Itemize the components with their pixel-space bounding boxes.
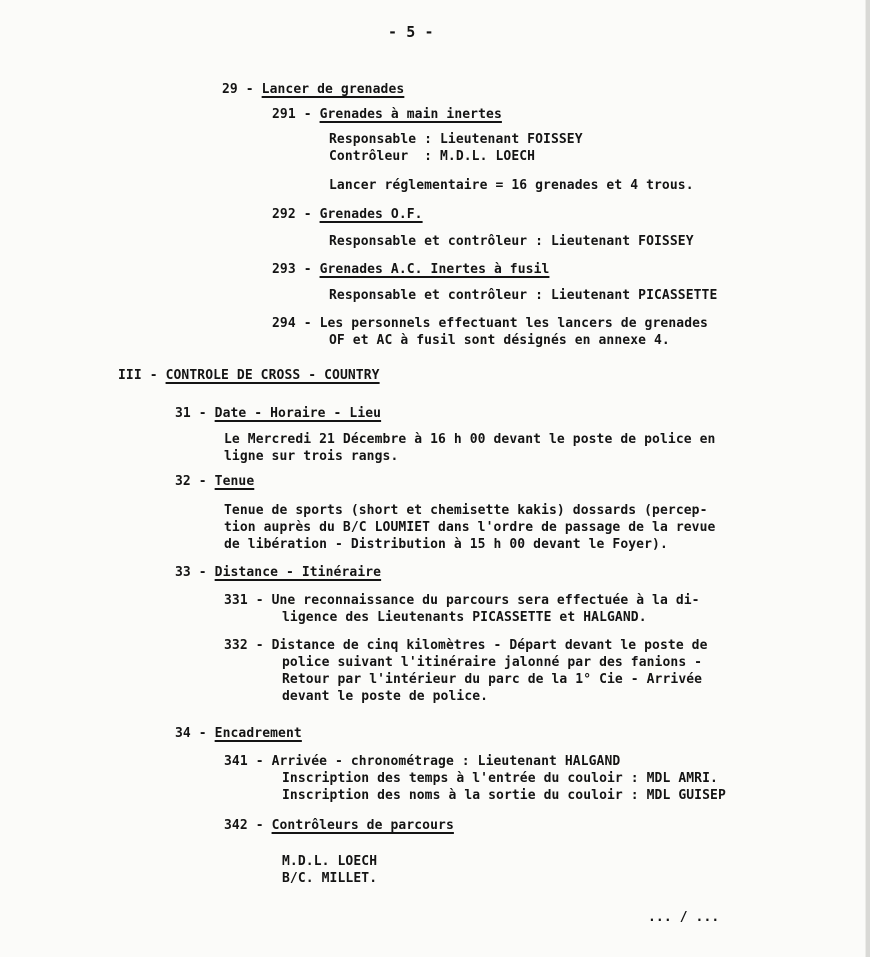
section-number: 293 -	[272, 262, 320, 277]
page-edge	[866, 0, 870, 957]
section-31-heading	[175, 406, 381, 422]
text-line: Contrôleur : M.D.L. LOECH	[329, 149, 536, 164]
section-title: Tenue	[214, 474, 255, 489]
section-292-heading	[272, 207, 423, 223]
text-line: ligne sur trois rangs.	[224, 449, 399, 464]
section-293-heading	[272, 262, 549, 278]
text-line: Retour par l'intérieur du parc de la 1° Cie - Arrivée	[282, 672, 703, 687]
text-line: tion auprès du B/C LOUMIET dans l'ordre de passage de la revue	[224, 520, 716, 535]
section-29-heading	[222, 82, 404, 98]
text-line: de libération - Distribution à 15 h 00 devant le Foyer).	[224, 537, 668, 552]
text-line: police suivant l'itinéraire jalonné par des fanions -	[282, 655, 703, 670]
section-title: CONTROLE DE CROSS - COUNTRY	[165, 368, 380, 383]
text-line: OF et AC à fusil sont désignés en annexe 4.	[329, 333, 670, 348]
section-341-heading	[224, 754, 620, 770]
section-294-heading	[272, 316, 708, 332]
section-331-heading	[224, 593, 700, 609]
page-edge-line	[865, 0, 866, 957]
section-32-heading	[175, 474, 254, 490]
section-title: Date - Horaire - Lieu	[214, 406, 382, 421]
text-line: M.D.L. LOECH	[282, 854, 378, 869]
section-342-heading	[224, 818, 454, 834]
section-number: 31 -	[175, 406, 215, 421]
text-line: Une reconnaissance du parcours sera effectuée à la di-	[271, 593, 700, 608]
text-line: Responsable et contrôleur : Lieutenant PICASSETTE	[329, 288, 718, 303]
section-number: 33 -	[175, 565, 215, 580]
section-number: 332 -	[224, 638, 272, 653]
section-number: 29 -	[222, 82, 262, 97]
section-number: 294 -	[272, 316, 320, 331]
section-332-heading	[224, 638, 708, 654]
text-line: Distance de cinq kilomètres - Départ devant le poste de	[271, 638, 708, 653]
section-title: Contrôleurs de parcours	[271, 818, 454, 833]
text-line: ligence des Lieutenants PICASSETTE et HALGAND.	[282, 610, 647, 625]
page-number: - 5 -	[388, 23, 434, 41]
section-title: Distance - Itinéraire	[214, 565, 382, 580]
text-line: Lancer réglementaire = 16 grenades et 4 trous.	[329, 178, 694, 193]
text-line: Inscription des noms à la sortie du couloir : MDL GUISEP	[282, 788, 726, 803]
text-line: B/C. MILLET.	[282, 871, 378, 886]
text-line: Arrivée - chronométrage : Lieutenant HALGAND	[271, 754, 621, 769]
text-line: Le Mercredi 21 Décembre à 16 h 00 devant le poste de police en	[224, 432, 716, 447]
section-33-heading	[175, 565, 381, 581]
continuation-mark: ... / ...	[648, 910, 720, 925]
section-number: 341 -	[224, 754, 272, 769]
section-291-heading	[272, 107, 502, 123]
text-line: Inscription des temps à l'entrée du couloir : MDL AMRI.	[282, 771, 718, 786]
text-line: Responsable et contrôleur : Lieutenant FOISSEY	[329, 234, 694, 249]
section-title: Lancer de grenades	[261, 82, 405, 97]
text-line: Responsable : Lieutenant FOISSEY	[329, 132, 583, 147]
section-III-heading	[118, 368, 380, 384]
section-title: Encadrement	[214, 726, 302, 741]
section-title: Grenades à main inertes	[319, 107, 502, 122]
text-line: devant le poste de police.	[282, 689, 489, 704]
section-number: 331 -	[224, 593, 272, 608]
section-number: 34 -	[175, 726, 215, 741]
section-number: 291 -	[272, 107, 320, 122]
section-number: 292 -	[272, 207, 320, 222]
section-34-heading	[175, 726, 302, 742]
section-title: Grenades O.F.	[319, 207, 423, 222]
section-number: III -	[118, 368, 166, 383]
text-line: Les personnels effectuant les lancers de grenades	[319, 316, 708, 331]
section-title: Grenades A.C. Inertes à fusil	[319, 262, 550, 277]
section-number: 32 -	[175, 474, 215, 489]
text-line: Tenue de sports (short et chemisette kakis) dossards (percep-	[224, 503, 708, 518]
section-number: 342 -	[224, 818, 272, 833]
